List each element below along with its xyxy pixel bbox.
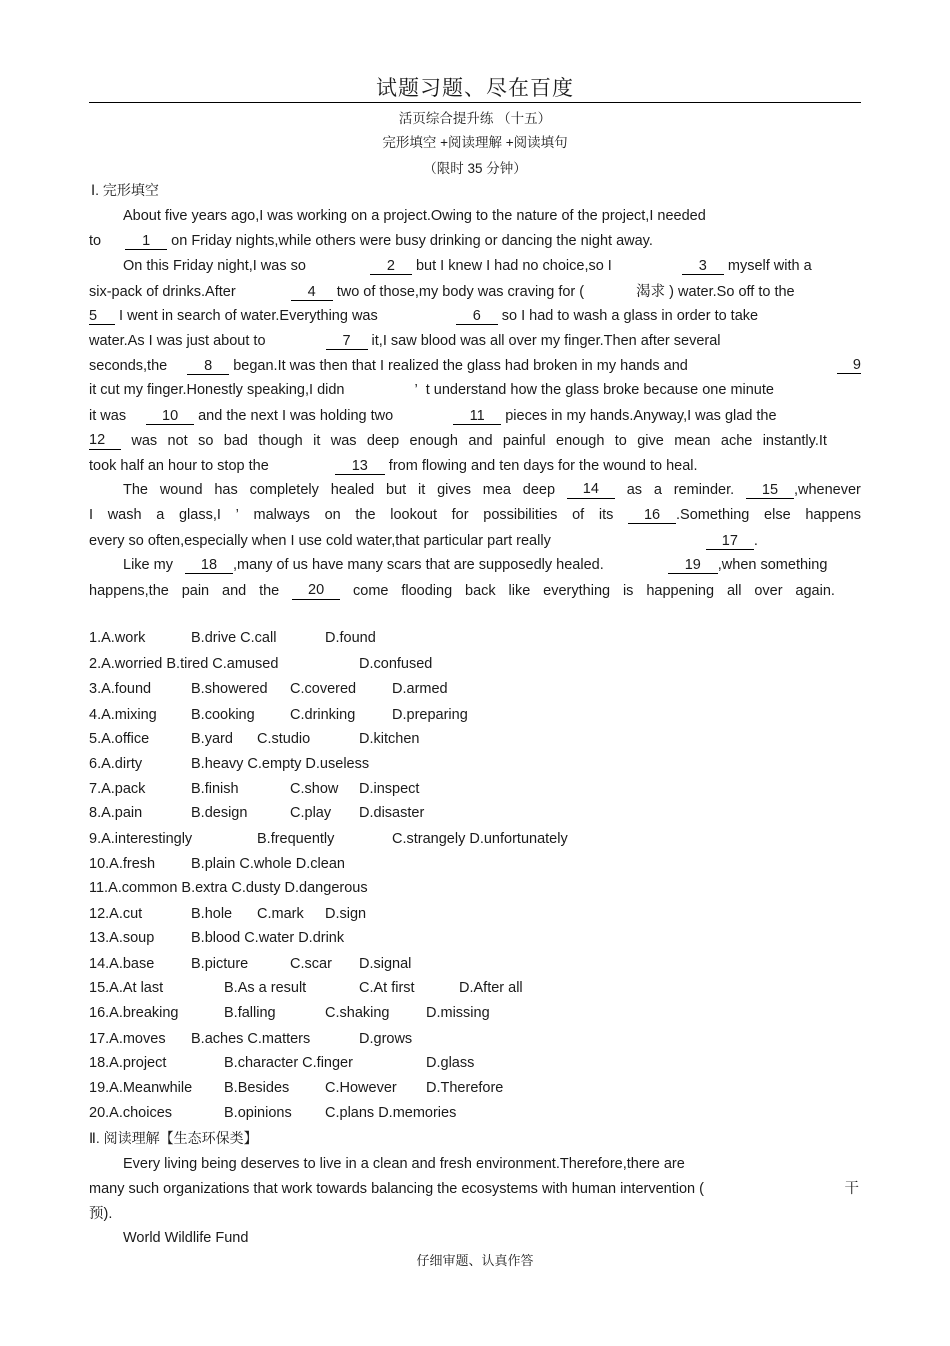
passage-line: I wash a glass,I ’ malways on the lookout for possibilities of its 16 .Something else happens bbox=[89, 507, 861, 523]
header-rule bbox=[89, 102, 861, 103]
passage-line: About five years ago,I was working on a project.Owing to the nature of the project,I needed bbox=[123, 208, 706, 224]
blank-15: 15 bbox=[746, 482, 794, 499]
blank-20: 20 bbox=[292, 582, 340, 600]
blank-6: 6 bbox=[456, 308, 498, 325]
blank-8: 8 bbox=[187, 358, 229, 375]
reading-paragraph: Every living being deserves to live in a clean and fresh environment.Therefore,there are bbox=[123, 1156, 685, 1172]
blank-16: 16 bbox=[628, 507, 676, 524]
reading-paragraph: many such organizations that work towards balancing the ecosystems with human intervention ( 干 bbox=[89, 1181, 859, 1197]
passage-line: Like my 18 ,many of us have many scars that are supposedly healed. 19 ,when something bbox=[123, 557, 828, 573]
blank-7: 7 bbox=[326, 333, 368, 350]
blank-19: 19 bbox=[668, 557, 718, 574]
blank-10: 10 bbox=[146, 408, 194, 425]
blank-2: 2 bbox=[370, 258, 412, 275]
passage-line: it was 10 and the next I was holding two 11 pieces in my hands.Anyway,I was glad the bbox=[89, 408, 777, 424]
section-heading-cloze: Ⅰ. 完形填空 bbox=[91, 182, 159, 198]
passage-line: On this Friday night,I was so 2 but I knew I had no choice,so I 3 myself with a bbox=[123, 258, 812, 274]
blank-11: 11 bbox=[453, 408, 501, 425]
blank-1: 1 bbox=[125, 233, 167, 250]
time-limit: （限时 35 分钟） bbox=[423, 161, 527, 176]
blank-12: 12 bbox=[89, 432, 121, 450]
section-heading-reading: Ⅱ. 阅读理解【生态环保类】 bbox=[89, 1130, 258, 1146]
blank-9: 9 bbox=[837, 357, 861, 374]
page-title: 活页综合提升练 （十五） bbox=[398, 111, 552, 126]
blank-3: 3 bbox=[682, 258, 724, 275]
page-subtitle: 完形填空 +阅读理解 +阅读填句 bbox=[382, 135, 568, 150]
blank-4: 4 bbox=[291, 284, 333, 301]
passage-line: it cut my finger.Honestly speaking,I didn ’ t understand how the glass broke because one minute bbox=[89, 382, 774, 398]
passage-line: seconds,the 8 began.It was then that I realized the glass had broken in my hands and 9 bbox=[89, 357, 861, 374]
passage-line: took half an hour to stop the 13 from flowing and ten days for the wound to heal. bbox=[89, 458, 698, 474]
passage-line: to 1 on Friday nights,while others were busy drinking or dancing the night away. bbox=[89, 233, 653, 249]
passage-line: every so often,especially when I use cold water,that particular part really 17 . bbox=[89, 533, 758, 549]
blank-18: 18 bbox=[185, 557, 233, 574]
blank-14: 14 bbox=[567, 481, 615, 499]
blank-17: 17 bbox=[706, 533, 754, 550]
blank-13: 13 bbox=[335, 458, 385, 475]
passage-line: The wound has completely healed but it gives mea deep 14 as a reminder. 15 ,whenever bbox=[123, 481, 861, 498]
passage-line: happens,the pain and the 20 come flooding back like everything is happening all over again. bbox=[89, 582, 835, 599]
blank-5: 5 bbox=[89, 308, 115, 325]
banner-title: 试题习题、尽在百度 bbox=[376, 76, 574, 100]
passage-line: 12 was not so bad though it was deep enough and painful enough to give mean ache instantly.It bbox=[89, 432, 827, 449]
page-footer: 仔细审题、认真作答 bbox=[416, 1253, 534, 1268]
passage-line: 5 I went in search of water.Everything was 6 so I had to wash a glass in order to take bbox=[89, 308, 759, 324]
reading-subheading: World Wildlife Fund bbox=[123, 1230, 249, 1246]
reading-paragraph: 预). bbox=[89, 1206, 113, 1222]
passage-line: six-pack of drinks.After 4 two of those,my body was craving for ( 渴求 ) water.So off to the bbox=[89, 284, 795, 300]
passage-line: water.As I was just about to 7 it,I saw blood was all over my finger.Then after several bbox=[89, 333, 721, 349]
